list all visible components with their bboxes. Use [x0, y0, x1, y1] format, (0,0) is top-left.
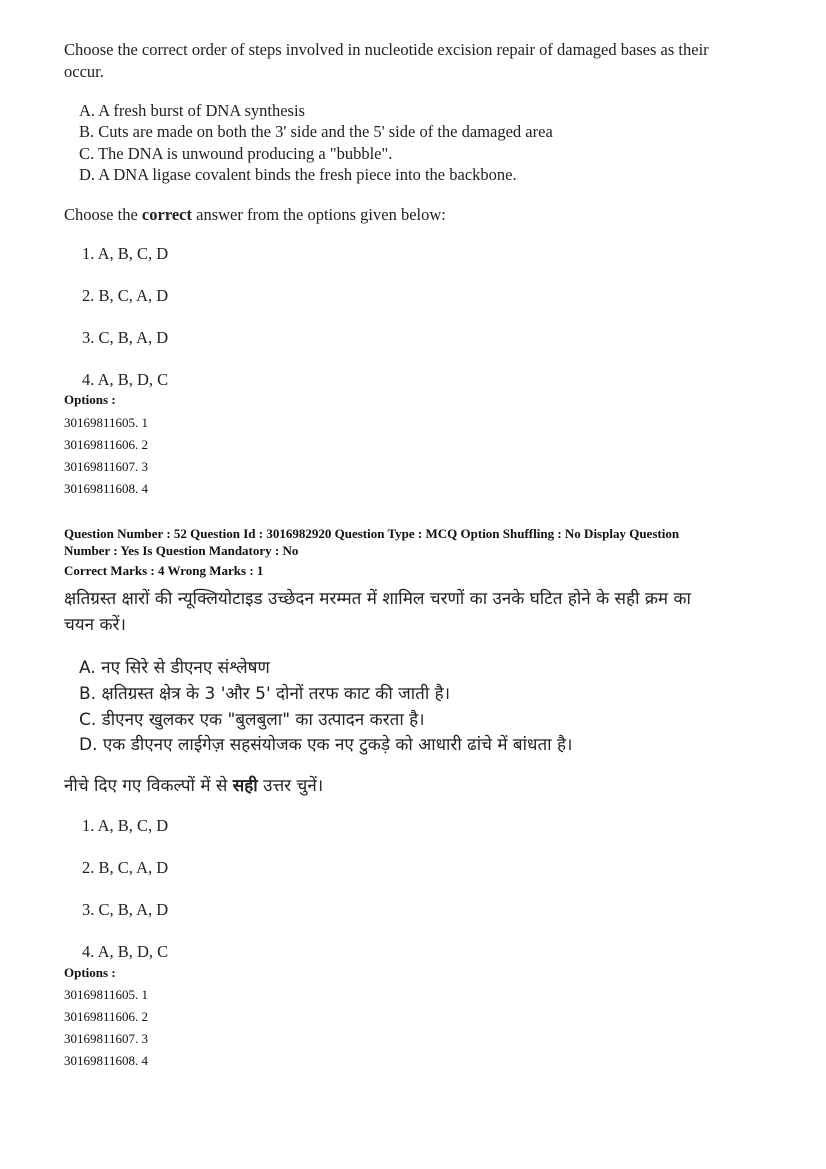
instruction-hi-pre: नीचे दिए गए विकल्पों में से [64, 776, 233, 796]
answer-choice-4: 4. A, B, D, C [82, 370, 169, 389]
statement-hi-c: C. डीएनए खुलकर एक "बुलबुला" का उत्पादन करता है। [79, 710, 425, 730]
marks-line: Correct Marks : 4 Wrong Marks : 1 [64, 563, 264, 578]
question-meta-line1: Question Number : 52 Question Id : 3016982920 Question Type : MCQ Option Shuffling : No Display Question [64, 526, 680, 541]
instruction [64, 205, 446, 225]
question-text-line2: occur. [64, 62, 104, 81]
question-meta-line2: Number : Yes Is Question Mandatory : No [64, 543, 299, 558]
option-id-3: 30169811607. 3 [64, 1031, 149, 1046]
options-label: Options : [64, 965, 116, 980]
options-label: Options : [64, 392, 116, 407]
statement-d: D. A DNA ligase covalent binds the fresh piece into the backbone. [79, 165, 517, 184]
statement-a: A. A fresh burst of DNA synthesis [79, 101, 305, 120]
answer-choice-3: 3. C, B, A, D [82, 900, 169, 919]
statement-hi-b: B. क्षतिग्रस्त क्षेत्र के 3 'और 5' दोनों तरफ काट की जाती है। [79, 684, 451, 704]
instruction-hi-bold: सही [232, 776, 258, 796]
option-id-1: 30169811605. 1 [64, 987, 149, 1002]
statement-hi-a: A. नए सिरे से डीएनए संश्लेषण [79, 658, 270, 678]
instruction-pre: Choose the [64, 205, 142, 224]
question-text-hi-line2: चयन करें। [64, 615, 126, 635]
option-id-2: 30169811606. 2 [64, 1009, 149, 1024]
option-id-1: 30169811605. 1 [64, 415, 149, 430]
statement-b: B. Cuts are made on both the 3' side and the 5' side of the damaged area [79, 122, 553, 141]
answer-choice-1: 1. A, B, C, D [82, 816, 169, 835]
statement-hi-d: D. एक डीएनए लाईगेज़ सहसंयोजक एक नए टुकड़े को आधारी ढांचे में बांधता है। [79, 735, 573, 755]
answer-choice-2: 2. B, C, A, D [82, 286, 169, 305]
instruction-hi-post: उत्तर चुनें। [257, 776, 324, 796]
question-text-line1: Choose the correct order of steps involved in nucleotide excision repair of damaged bases as their [64, 40, 709, 59]
answer-choice-2: 2. B, C, A, D [82, 858, 169, 877]
instruction-post: answer from the options given below: [192, 205, 446, 224]
answer-choice-4: 4. A, B, D, C [82, 942, 169, 961]
option-id-3: 30169811607. 3 [64, 459, 149, 474]
answer-choice-1: 1. A, B, C, D [82, 244, 169, 263]
instruction-hi [64, 773, 323, 796]
option-id-2: 30169811606. 2 [64, 437, 149, 452]
option-id-4: 30169811608. 4 [64, 1053, 149, 1068]
instruction-bold: correct [141, 205, 192, 224]
question-text-hi-line1: क्षतिग्रस्त क्षारों की न्यूक्लियोटाइड उच्छेदन मरम्मत में शामिल चरणों का उनके घटित होने के सही क्रम का [64, 589, 691, 609]
answer-choice-3: 3. C, B, A, D [82, 328, 169, 347]
option-id-4: 30169811608. 4 [64, 481, 149, 496]
statement-c: C. The DNA is unwound producing a "bubble". [79, 144, 393, 163]
